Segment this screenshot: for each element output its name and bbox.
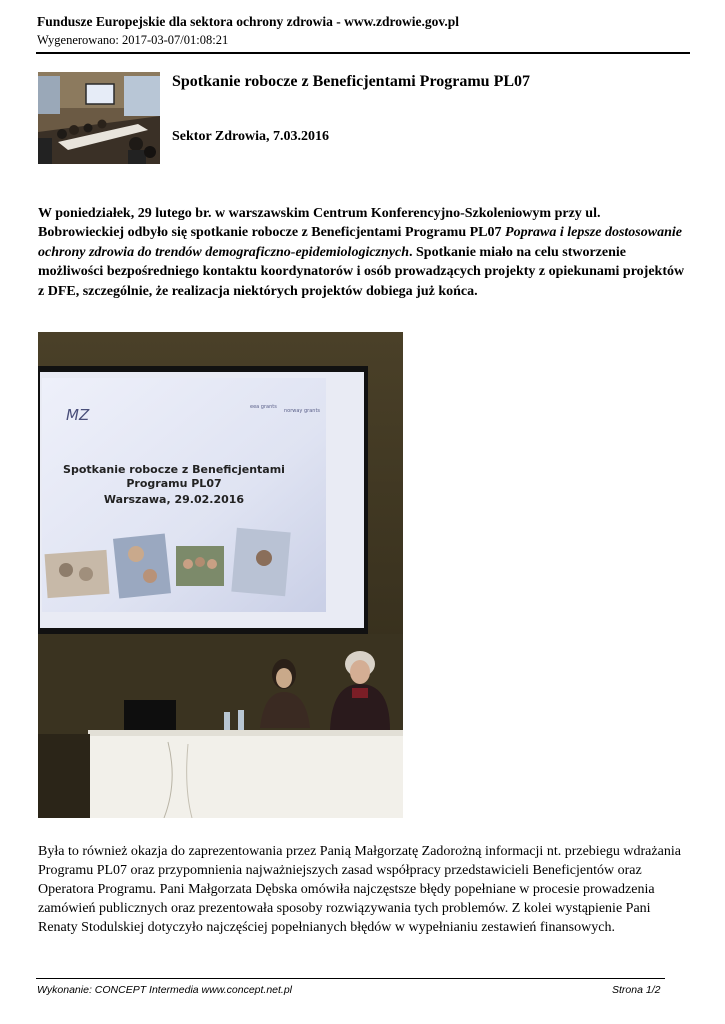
lead-paragraph xyxy=(38,204,688,301)
slide-logo-left: MZ xyxy=(66,406,90,424)
page-number: Strona 1/2 xyxy=(612,984,661,996)
lead-text-part1: W poniedziałek, 29 lutego br. w warszawskim Centrum Konferencyjno-Szkoleniowym przy ul. Bobrowieckiej odbyło się spotkanie robocze z Beneficjentami Programu PL07 xyxy=(38,206,601,241)
table-cloth xyxy=(88,730,403,818)
footer-divider xyxy=(36,978,665,979)
article-meta: Sektor Zdrowia, 7.03.2016 xyxy=(172,129,329,144)
slide-title-line2: Programu PL07 xyxy=(126,477,222,490)
article-title: Spotkanie robocze z Beneficjentami Programu PL07 xyxy=(172,73,531,90)
meeting-photo-image xyxy=(38,332,403,818)
lead-text-part2: . Spotkanie miało na celu stworzenie możliwości bezpośredniego kontaktu koordynatorów i osób prowadzących projekty z opiekunami projektów z DFE, szczególnie, że realizacja niektórych projektów dobiega już końca. xyxy=(38,244,685,299)
body-paragraph: Była to również okazja do zaprezentowania przez Panią Małgorzatę Zadorożną informacji nt. przebiegu wdrażania Programu PL07 oraz przypomnienia najważniejszych zasad współpracy przedstawicieli Beneficjentów oraz Operatora Programu. Pani Małgorzata Dębska omówiła najczęstsze błędy popełniane w procesie prowadzenia zamówień publicznych oraz prezentowała sposoby rozwiązywania tych problemów. Z kolei wystąpienie Pani Renaty Stodulskiej dotyczyło najczęściej popełnianych błędów w wypełnianiu zestawień finansowych. xyxy=(38,844,681,935)
header-divider xyxy=(36,52,690,54)
slide-logo-right-2: norway grants xyxy=(284,408,321,414)
slide-title-line3: Warszawa, 29.02.2016 xyxy=(103,493,245,506)
meeting-photo xyxy=(38,332,403,818)
site-title: Fundusze Europejskie dla sektora ochrony zdrowia - www.zdrowie.gov.pl xyxy=(37,14,460,29)
footer-credit: Wykonanie: CONCEPT Intermedia www.concept.net.pl xyxy=(37,984,293,996)
slide-title-line1: Spotkanie robocze z Beneficjentami xyxy=(63,463,285,476)
thumbnail-image xyxy=(38,72,160,164)
laptop xyxy=(124,700,176,732)
slide-logo-right-1: eea grants xyxy=(250,404,277,410)
generated-timestamp: Wygenerowano: 2017-03-07/01:08:21 xyxy=(37,33,229,47)
lead-program-name: Poprawa i lepsze dostosowanie ochrony zdrowia do trendów demograficzno-epidemiologicznych xyxy=(38,225,682,260)
article-thumbnail-photo xyxy=(38,72,160,164)
